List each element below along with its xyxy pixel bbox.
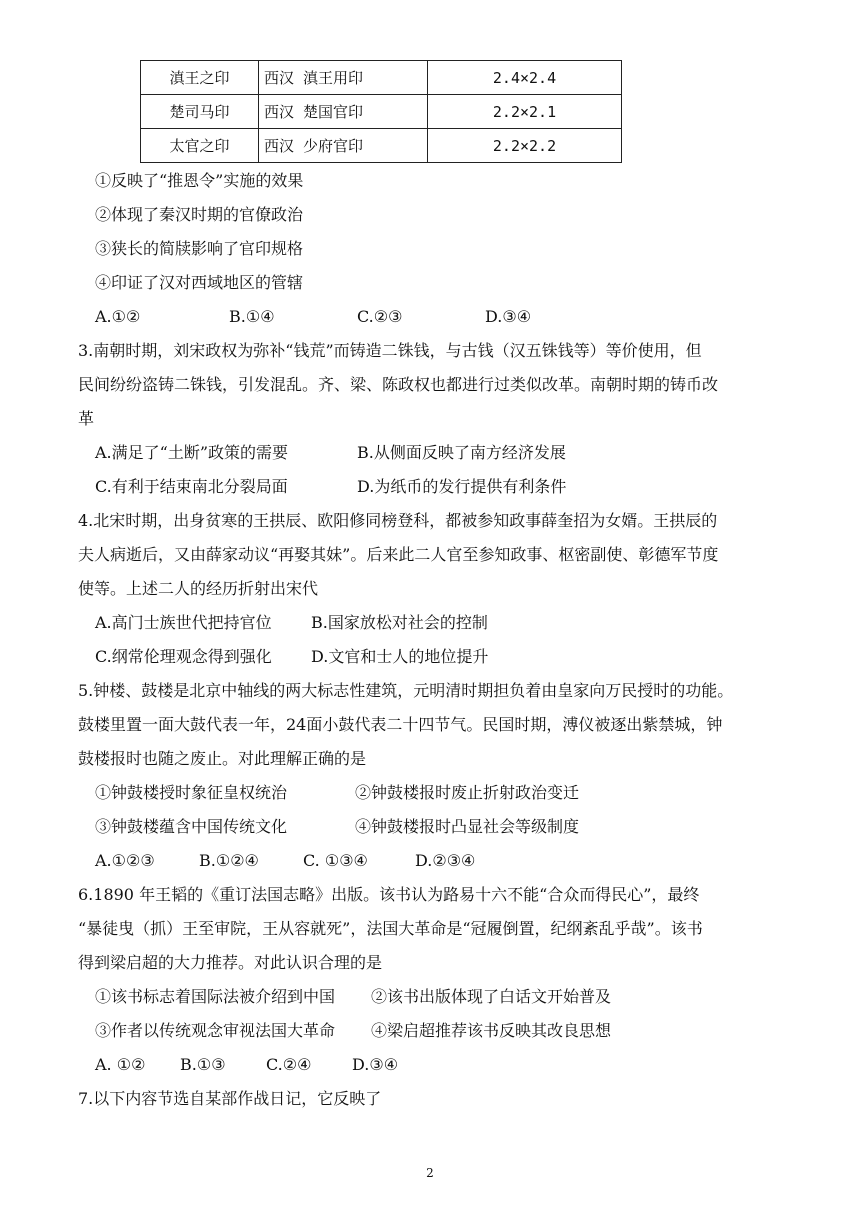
q4-stem-line-2: 夫人病逝后，又由薛家动议“再娶其妹”。后来此二人官至参知政事、枢密副使、彰德军节度 bbox=[78, 545, 719, 564]
q3-options-row-1 bbox=[95, 442, 566, 464]
q5-stem-line-3: 鼓楼报时也随之废止。对此理解正确的是 bbox=[78, 749, 367, 768]
q5-items-row-2 bbox=[95, 816, 579, 838]
q6-item-1: ①该书标志着国际法被介绍到中国 bbox=[95, 987, 336, 1006]
q3-stem-line-1: 3.南朝时期，刘宋政权为弥补“钱荒”而铸造二铢钱，与古钱（汉五铢钱等）等价使用，但 bbox=[78, 341, 702, 360]
q4-option-b[interactable]: B.国家放松对社会的控制 bbox=[311, 613, 488, 632]
q3-options-row-2 bbox=[95, 476, 566, 498]
q2-item-3: ③狭长的简牍影响了官印规格 bbox=[95, 239, 304, 258]
q6-item-3: ③作者以传统观念审视法国大革命 bbox=[95, 1021, 336, 1040]
q6-option-a[interactable]: A. ①② bbox=[95, 1055, 146, 1074]
q4-option-c[interactable]: C.纲常伦理观念得到强化 bbox=[95, 647, 272, 666]
q6-option-d[interactable]: D.③④ bbox=[352, 1055, 399, 1074]
q5-option-d[interactable]: D.②③④ bbox=[415, 851, 476, 870]
seal-origin-cell: 西汉 少府官印 bbox=[259, 129, 428, 163]
q5-options bbox=[95, 850, 475, 872]
table-row bbox=[141, 129, 622, 163]
q6-stem-line-1: 6.1890 年王韬的《重订法国志略》出版。该书认为路易十六不能“合众而得民心”，最终 bbox=[78, 885, 700, 904]
q3-option-d[interactable]: D.为纸币的发行提供有利条件 bbox=[357, 477, 567, 496]
q3-stem-line-3: 革 bbox=[78, 409, 95, 428]
q5-option-c[interactable]: C. ①③④ bbox=[303, 851, 368, 870]
page-number: 2 bbox=[426, 1166, 434, 1180]
table-row bbox=[141, 61, 622, 95]
q3-option-c[interactable]: C.有利于结束南北分裂局面 bbox=[95, 477, 288, 496]
q2-option-a[interactable]: A.①② bbox=[95, 307, 141, 326]
q7-stem: 7.以下内容节选自某部作战日记，它反映了 bbox=[78, 1089, 382, 1108]
seal-name-cell: 滇王之印 bbox=[141, 61, 259, 95]
seal-size-cell: 2.2×2.2 bbox=[428, 129, 622, 163]
table-row bbox=[141, 95, 622, 129]
seal-size-cell: 2.2×2.1 bbox=[428, 95, 622, 129]
q5-stem-line-1: 5.钟楼、鼓楼是北京中轴线的两大标志性建筑，元明清时期担负着由皇家向万民授时的功能。 bbox=[78, 681, 734, 700]
q6-option-c[interactable]: C.②④ bbox=[266, 1055, 312, 1074]
q2-options bbox=[95, 306, 531, 328]
q6-stem-line-3: 得到梁启超的大力推荐。对此认识合理的是 bbox=[78, 953, 383, 972]
q6-stem-line-2: “暴徒曳（抓）王至审院，王从容就死”，法国大革命是“冠履倒置，纪纲紊乱乎哉”。该书 bbox=[78, 919, 703, 938]
q6-item-4: ④梁启超推荐该书反映其改良思想 bbox=[371, 1021, 612, 1040]
q5-items-row-1 bbox=[95, 782, 579, 804]
seal-size-cell: 2.4×2.4 bbox=[428, 61, 622, 95]
q6-items-row-1 bbox=[95, 986, 611, 1008]
seal-origin-cell: 西汉 滇王用印 bbox=[259, 61, 428, 95]
q2-item-1: ①反映了“推恩令”实施的效果 bbox=[95, 171, 304, 190]
seal-name-cell: 太官之印 bbox=[141, 129, 259, 163]
q3-stem-line-2: 民间纷纷盗铸二铢钱，引发混乱。齐、梁、陈政权也都进行过类似改革。南朝时期的铸币改 bbox=[78, 375, 719, 394]
q2-item-4: ④印证了汉对西域地区的管辖 bbox=[95, 273, 304, 292]
q4-stem-line-1: 4.北宋时期，出身贫寒的王拱辰、欧阳修同榜登科，都被参知政事薛奎招为女婿。王拱辰的 bbox=[78, 511, 718, 530]
q4-options-row-2 bbox=[95, 646, 488, 668]
seal-table bbox=[140, 60, 622, 163]
q5-stem-line-2: 鼓楼里置一面大鼓代表一年，24面小鼓代表二十四节气。民国时期，溥仪被逐出紫禁城，钟 bbox=[78, 715, 723, 734]
q3-option-a[interactable]: A.满足了“土断”政策的需要 bbox=[95, 443, 289, 462]
q4-option-a[interactable]: A.高门士族世代把持官位 bbox=[95, 613, 272, 632]
q5-item-1: ①钟鼓楼授时象征皇权统治 bbox=[95, 783, 288, 802]
q6-option-b[interactable]: B.①③ bbox=[180, 1055, 226, 1074]
q4-options-row-1 bbox=[95, 612, 488, 634]
q5-item-2: ②钟鼓楼报时废止折射政治变迁 bbox=[355, 783, 580, 802]
seal-origin-cell: 西汉 楚国官印 bbox=[259, 95, 428, 129]
q2-item-2: ②体现了秦汉时期的官僚政治 bbox=[95, 205, 304, 224]
q5-item-4: ④钟鼓楼报时凸显社会等级制度 bbox=[355, 817, 580, 836]
q5-option-b[interactable]: B.①②④ bbox=[199, 851, 259, 870]
q6-items-row-2 bbox=[95, 1020, 611, 1042]
q5-item-3: ③钟鼓楼蕴含中国传统文化 bbox=[95, 817, 288, 836]
q4-stem-line-3: 使等。上述二人的经历折射出宋代 bbox=[78, 579, 319, 598]
seal-name-cell: 楚司马印 bbox=[141, 95, 259, 129]
q2-option-b[interactable]: B.①④ bbox=[229, 307, 275, 326]
q6-item-2: ②该书出版体现了白话文开始普及 bbox=[371, 987, 612, 1006]
q5-option-a[interactable]: A.①②③ bbox=[95, 851, 155, 870]
q2-option-d[interactable]: D.③④ bbox=[485, 307, 532, 326]
q4-option-d[interactable]: D.文官和士人的地位提升 bbox=[311, 647, 489, 666]
q2-option-c[interactable]: C.②③ bbox=[357, 307, 403, 326]
q6-options bbox=[95, 1054, 398, 1076]
q3-option-b[interactable]: B.从侧面反映了南方经济发展 bbox=[357, 443, 566, 462]
